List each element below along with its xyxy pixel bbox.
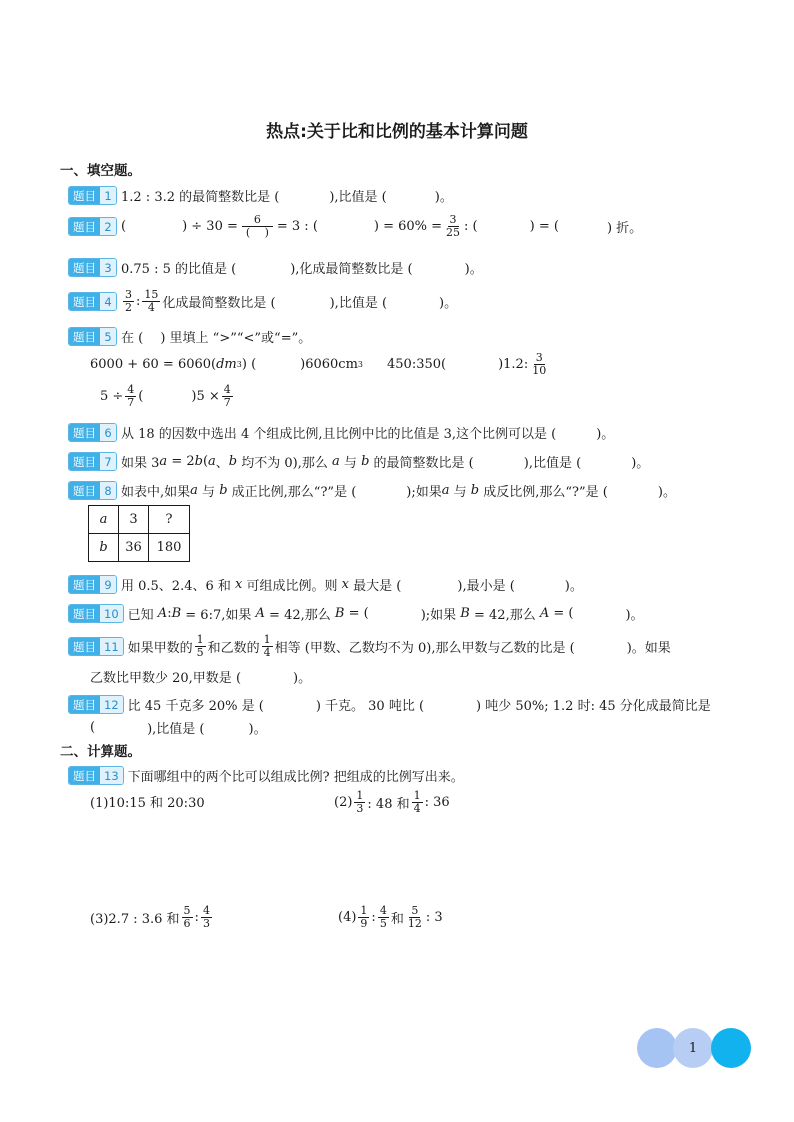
question-1: 题目 1 1.2 : 3.2 的最简整数比是 ( ),比值是 ( )。	[68, 186, 453, 205]
question-6: 题目 6 从 18 的因数中选出 4 个组成比例,且比例中比的比值是 3,这个比例可以是 ( )。	[68, 423, 614, 442]
question-2: 题目 2 ( ) ÷ 30 = $\frac{6}{( )}$ = 3 : ( ) = 60% = $\frac{3}{25}$ : ( ) = ( ) 折。	[68, 214, 642, 239]
decor-circle-dark	[711, 1028, 751, 1068]
section-fill-in: 一、填空题。	[60, 163, 141, 179]
fraction: $\frac{3}{25}$	[446, 213, 461, 239]
question-tag: 题目 1	[68, 186, 117, 205]
question-10: 题目 10 已知 A : B = 6:7,如果 A = 42,那么 B = ( );如果 B = 42,那么 A = ( )。	[68, 604, 644, 623]
fraction: $\frac{1}{4}$	[413, 789, 421, 815]
fraction: $\frac{5}{6}$	[183, 904, 191, 930]
question-tag: 题目 10	[68, 604, 124, 623]
question-8: 题目 8 如表中,如果 a 与 b 成正比例,那么“?”是 ( );如果 a 与 b 成反比例,那么“?”是 ( )。	[68, 481, 676, 500]
table-row: b 36 180	[89, 534, 190, 562]
question-tag: 题目 13	[68, 766, 124, 785]
page-number: 1	[673, 1028, 713, 1068]
question-tag: 题目 6	[68, 423, 117, 442]
question-3: 题目 3 0.75 : 5 的比值是 ( ),化成最简整数比是 ( )。	[68, 258, 483, 277]
question-tag: 题目 4	[68, 292, 117, 311]
fraction: $\frac{3}{10}$	[532, 351, 547, 377]
fraction: $\frac{4}{7}$	[223, 383, 231, 409]
question-tag: 题目 2	[68, 217, 117, 236]
question-4: 题目 4 $\frac{3}{2}$ : $\frac{15}{4}$ 化成最简整数比是 ( ),比值是 ( )。	[68, 289, 457, 314]
question-13: 题目 13 下面哪组中的两个比可以组成比例? 把组成的比例写出来。	[68, 766, 464, 785]
question-9: 题目 9 用 0.5、2.4、6 和 x 可组成比例。则 x 最大是 ( ),最小是 ( )。	[68, 575, 583, 594]
fraction: $\frac{1}{9}$	[360, 904, 368, 930]
fraction: $\frac{1}{5}$	[196, 633, 204, 659]
question-13-part-4: (4) $\frac{1}{9}$ : $\frac{4}{5}$ 和 $\frac{5}{12}$ : 3	[338, 904, 443, 930]
question-tag: 题目 7	[68, 452, 117, 471]
question-tag: 题目 5	[68, 327, 117, 346]
proportion-table	[88, 505, 190, 562]
fraction: $\frac{4}{3}$	[202, 904, 210, 930]
question-5-row-1: 6000 + 60 = 6060( dm 3 ) ( )6060cm 3 450:350( )1.2: $\frac{3}{10}$	[90, 351, 547, 377]
fraction: $\frac{15}{4}$	[144, 288, 159, 314]
question-13-part-1: (1)10:15 和 20:30	[90, 796, 205, 811]
fraction: $\frac{1}{3}$	[356, 789, 364, 815]
section-calculation: 二、计算题。	[60, 744, 141, 760]
fraction: $\frac{6}{( )}$	[242, 214, 273, 239]
fraction: $\frac{4}{7}$	[127, 383, 135, 409]
question-tag: 题目 12	[68, 695, 124, 714]
question-12-line-2: ( ),比值是 ( )。	[90, 720, 267, 737]
question-tag: 题目 3	[68, 258, 117, 277]
question-5-row-2: 5 ÷ $\frac{4}{7}$ ( )5 × $\frac{4}{7}$	[100, 383, 231, 409]
question-tag: 题目 9	[68, 575, 117, 594]
table-row: a 3 ?	[89, 506, 190, 534]
decor-circle-light	[637, 1028, 677, 1068]
question-7: 题目 7 如果 3 a = 2 b ( a 、 b 均不为 0),那么 a 与 b 的最简整数比是 ( ),比值是 ( )。	[68, 452, 649, 471]
question-tag: 题目 8	[68, 481, 117, 500]
fraction: $\frac{4}{5}$	[379, 904, 387, 930]
question-11-line-2: 乙数比甲数少 20,甲数是 ( )。	[90, 671, 312, 686]
fraction: $\frac{5}{12}$	[407, 904, 422, 930]
fraction: $\frac{3}{2}$	[125, 288, 132, 314]
question-13-part-2: (2) $\frac{1}{3}$ : 48 和 $\frac{1}{4}$ : 36	[334, 789, 450, 815]
question-5: 题目 5 在 ( ) 里填上 “>”“<”或“=”。	[68, 327, 311, 346]
question-tag: 题目 11	[68, 637, 124, 656]
question-13-part-3: (3)2.7 : 3.6 和 $\frac{5}{6}$ : $\frac{4}{3}$	[90, 904, 210, 930]
fraction: $\frac{1}{4}$	[263, 633, 271, 659]
question-11: 题目 11 如果甲数的 $\frac{1}{5}$ 和乙数的 $\frac{1}{4}$ 相等 (甲数、乙数均不为 0),那么甲数与乙数的比是 ( )。如果	[68, 634, 671, 659]
question-12: 题目 12 比 45 千克多 20% 是 ( ) 千克。 30 吨比 ( ) 吨少 50%; 1.2 时: 45 分化成最简比是	[68, 695, 711, 714]
page-title: 热点:关于比和比例的基本计算问题	[266, 122, 528, 142]
